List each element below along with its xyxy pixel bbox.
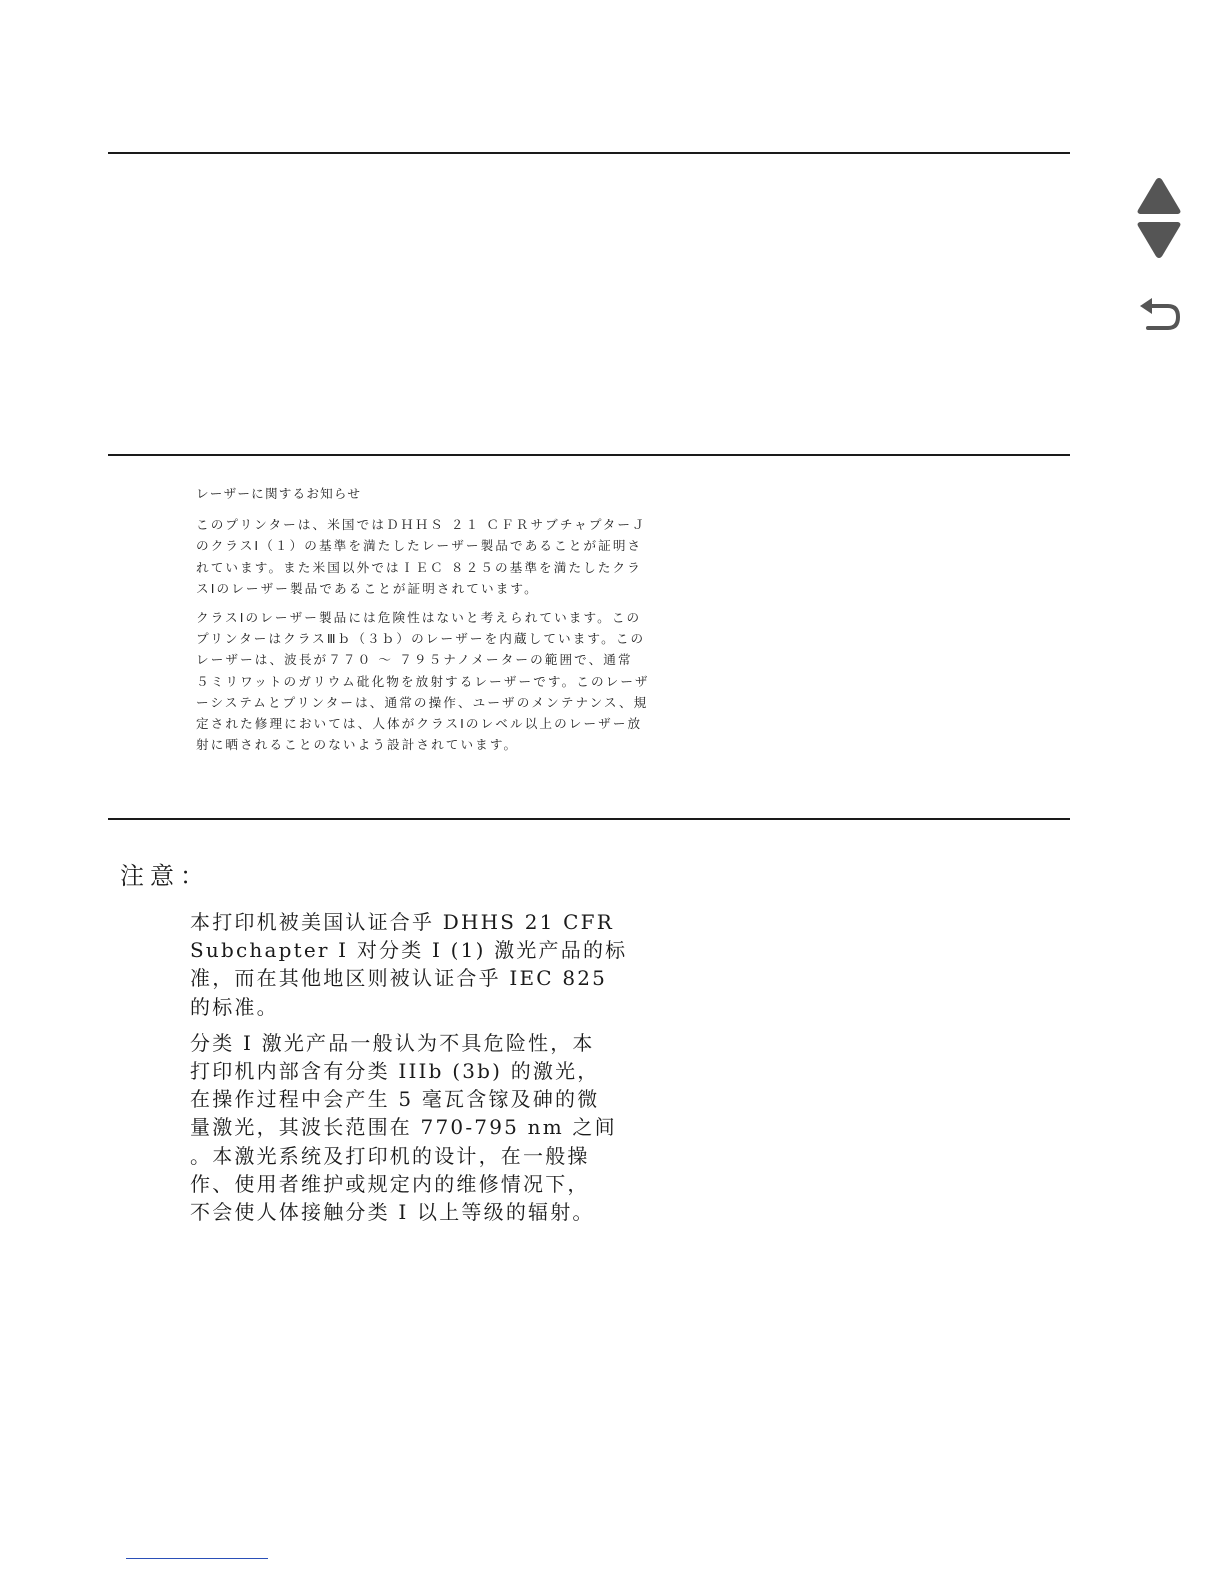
triangle-down-icon[interactable] (1136, 220, 1182, 260)
japanese-laser-notice (196, 483, 726, 763)
chinese-notice-paragraph-2: 分类 I 激光产品一般认为不具危险性，本 打印机内部含有分类 IIIb (3b) 的激光， 在操作过程中会产生 5 毫瓦含镓及砷的微 量激光，其波长范围在 770-795 nm 之间 。本激光系统及打印机的设计，在一般操 作、使用者维护或规定内的维修情况下， 不会使人体接触分类 I 以上等级的辐射。 (190, 1030, 617, 1225)
return-arrow-icon[interactable] (1136, 296, 1182, 334)
japanese-notice-paragraph-2: クラスⅠのレーザー製品には危険性はないと考えられています。この プリンターはクラスⅢｂ（３ｂ）のレーザーを内蔵しています。この レーザーは、波長が７７０ ～ ７９５ナノメーターの範囲で、通常 ５ミリワットのガリウム砒化物を放射するレーザーです。このレーザ ーシステムとプリンターは、通常の操作、ユーザのメンテナンス、規 定された修理においては、人体がクラスⅠのレベル以上のレーザー放 射に晒されることのないよう設計されています。 (196, 610, 650, 753)
chinese-laser-notice (190, 908, 650, 1234)
japanese-notice-title: レーザーに関するお知らせ (196, 486, 362, 501)
chinese-notice-heading: 注意： (120, 862, 210, 890)
chinese-notice-paragraph-1: 本打印机被美国认证合乎 DHHS 21 CFR Subchapter I 对分类 I (1) 激光产品的标 准，而在其他地区则被认证合乎 IEC 825 的标准。 (190, 910, 628, 1019)
section-divider-top (108, 152, 1070, 154)
japanese-notice-paragraph-1: このプリンターは、米国ではＤＨＨＳ ２１ ＣＦＲサブチャプターＪ のクラスⅠ（１）の基準を満たしたレーザー製品であることが証明さ れています。また米国以外ではＩＥＣ ８２５の基準を満たしたクラ スⅠのレーザー製品であることが証明されています。 (196, 517, 647, 596)
triangle-up-icon[interactable] (1136, 176, 1182, 216)
footer-link-underline[interactable] (126, 1558, 268, 1559)
section-divider-bottom (108, 818, 1070, 820)
section-divider-middle (108, 454, 1070, 456)
